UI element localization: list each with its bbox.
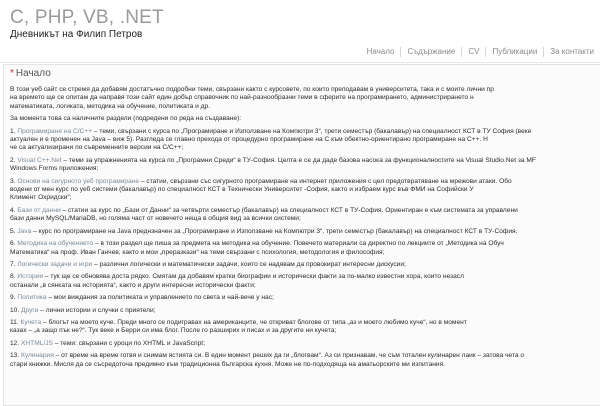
section-item-text: – лични истории и случки с приятели;: [38, 306, 156, 314]
section-item-text: – теми за упражненията на курса по „Програмни Среди“ в ТУ-София. Целта е се да даде базова насока за функционалностите на Visual Studio.Net за MF: [61, 156, 536, 164]
nav-item-contents[interactable]: Съдържание: [400, 47, 461, 57]
nav-item-cv[interactable]: CV: [461, 47, 485, 57]
section-item-number: 10.: [10, 306, 20, 314]
section-item-line: [10, 261, 600, 269]
site-header: [0, 0, 600, 70]
section-item-line: стари книжки. Мисля да се съсредоточа предимно към традиционна българска кухня. Може не по-подходяща на аматьорските ми изпитания.: [10, 360, 445, 368]
section-item-line: казах – „а защо пък не?“. Тук веке и Берри си има блог. После го разширих и писах и за другите ни кучета;: [10, 327, 337, 335]
section-link[interactable]: Други: [21, 306, 39, 314]
section-item-line: [10, 319, 600, 327]
section-item-line: водени от мен курс по уеб системи (бакалавър) по специалност КСТ в Технически Университет -София, както и избраем курс във ФМИ на Софийски У: [10, 186, 474, 194]
section-item-line: останали „в сянката на историята“, както и други интересни исторически факти;: [10, 281, 256, 289]
sections-list: [10, 128, 600, 369]
page-title-text: Начало: [15, 68, 51, 79]
section-item-number: 4.: [10, 206, 16, 214]
section-item-line: Windows Forms приложения;: [10, 165, 99, 173]
section-item-line: [10, 207, 600, 215]
section-link[interactable]: Политика: [17, 294, 47, 302]
nav-item-home[interactable]: Начало: [366, 47, 395, 56]
section-item: [10, 207, 600, 224]
section-item-line: че са актуализирани по съвременните версии на C/C++;: [10, 144, 184, 152]
section-link[interactable]: Бази от данни: [17, 206, 61, 214]
intro-line: математиката, логиката, методика на обучение, политиката и др.: [10, 102, 210, 110]
section-item-text: – статии за курс по „Бази от Данни“ за четвърти семестър (бакалавър) на специалност КСТ в ТУ-София. Ориентиран е към системата за управлени: [60, 206, 518, 214]
intro-line: В този уеб сайт се стремя да добавям достатъчно подробни теми, свързани както с курсовете, по които преподавам в университета, така и с моите лични пр: [10, 86, 494, 93]
section-item: [10, 307, 600, 315]
section-item: [10, 340, 600, 348]
nav-item-contacts[interactable]: За контакти: [543, 47, 600, 57]
section-item-line: [10, 178, 600, 186]
section-item-text: – теми: свързани с уроци по XHTML и JavaScript;: [52, 339, 205, 347]
section-item: [10, 352, 600, 369]
section-item: [10, 128, 600, 153]
section-item-text: – теми, свързани с курса по „Програмиране и Използване на Компютри 3“, трети семестър (бакалавър) на специалност КСТ в ТУ София (веке: [92, 127, 532, 135]
section-item-number: 3.: [10, 177, 16, 185]
article-body: [10, 86, 600, 373]
section-link[interactable]: Visual C++.Net: [17, 156, 62, 164]
section-item-number: 8.: [10, 273, 16, 281]
section-item: [10, 319, 600, 336]
section-item-text: – курс по програмиране на Java преднзначен за „Програмиране и Използване на Компютри 3“, трети семестър (бакалавър) на специалност КСТ в ТУ-София.: [31, 227, 518, 235]
section-item-line: Математика“ на проф. Иван Ганчев, както и мои „преразкази“ на теми свързани с психология, методология и философия;: [10, 248, 385, 256]
section-item: [10, 273, 600, 290]
section-item-text: – блогът на моето куче. Преди много се подиграваx на американците, че откриват блогове от типа „аз и моето любимо куче“, но в момент: [41, 318, 467, 326]
section-item-line: [10, 128, 600, 136]
section-link[interactable]: Истории: [17, 273, 44, 281]
section-item: [10, 294, 600, 302]
section-item-text: – тук ще се обновява доста рядко. Смятам да добавям кратки биографии и исторически факти за по-малко известни хора, които незасл: [43, 273, 464, 281]
sections-heading: За момента това са наличните раздели (подредени по реда на създаване):: [10, 115, 242, 123]
section-item-number: 6.: [10, 240, 16, 248]
section-item-line: [10, 240, 600, 248]
section-item: [10, 178, 600, 203]
section-item-line: [10, 157, 600, 165]
section-item-number: 12.: [10, 339, 20, 347]
section-item-text: – статии, свързани със сигурното програмиране на интернет приложения с цел предотвратяване на мрежови атаки. Обо: [139, 177, 512, 185]
section-link[interactable]: Основи на сигурното уеб програмиране: [17, 177, 140, 185]
section-item-line: бази данни MySQL/MariaDB, но голяма част от новечето неща в общия вид за всички системи;: [10, 215, 301, 223]
intro-paragraph: [10, 86, 600, 111]
section-item-number: 13.: [10, 352, 20, 360]
section-item: [10, 157, 600, 174]
section-link[interactable]: Кулинария: [21, 352, 54, 360]
section-item-line: [10, 273, 600, 281]
section-item-number: 1.: [10, 127, 16, 135]
section-link[interactable]: Методика на обучението: [17, 240, 94, 248]
section-item-text: – различни логически и математически задачи, които се надявам да провокират интересни дискусии;: [92, 260, 406, 268]
section-item-line: Климент Охридски“;: [10, 194, 72, 202]
section-link[interactable]: Java: [17, 227, 32, 235]
section-item-line: [10, 352, 600, 360]
section-item: [10, 240, 600, 257]
section-item: [10, 228, 600, 236]
section-item-line: [10, 307, 600, 315]
section-item-number: 2.: [10, 156, 16, 164]
section-item-line: [10, 294, 600, 302]
section-item-number: 7.: [10, 260, 16, 268]
section-item-number: 11.: [10, 318, 19, 326]
section-item-text: – от време на време готвя и снимам ястията си. В един момент реших да ги „блогвам“. Аз си признавам, че съм тотален кулинарен лаик – затова чета о: [53, 352, 525, 360]
star-icon: *: [10, 68, 14, 79]
section-item-line: [10, 340, 600, 348]
section-item-number: 5.: [10, 227, 16, 235]
site-subtitle: Дневникът на Филип Петров: [10, 29, 143, 40]
section-link[interactable]: XHTML/JS: [21, 339, 53, 347]
intro-line: на времето ще се опитам да направя този сайт един добър справочник по най-разнообразни теми в сферите на програмирането, администрирането н: [10, 94, 474, 102]
section-item-number: 9.: [10, 294, 16, 302]
section-item-text: – в този раздел ще пиша за предмета на методика на обучение. Повечето материали са директно по лекциите от „Методика на Обуч: [93, 240, 504, 248]
main-nav: [361, 44, 600, 60]
section-link[interactable]: Програмиране на C/C++: [17, 127, 93, 135]
section-item-text: – мои виждания за политиката и управлението по света и най-вече у нас;: [46, 294, 274, 302]
header-divider: [0, 62, 600, 63]
section-item-line: [10, 228, 600, 236]
section-item-line: актуален и е променен на Java – виж 5). Разгледа се главно прехода от процедурно програмиране на C към обектно-ориентирано програмиране на C++. Н: [10, 136, 488, 144]
section-link[interactable]: Кучета: [20, 318, 42, 326]
site-title[interactable]: C, PHP, VB, .NET: [10, 7, 164, 28]
nav-item-publications[interactable]: Публикации: [485, 47, 543, 57]
section-item: [10, 261, 600, 269]
page-title: [10, 68, 51, 79]
section-link[interactable]: Логически задачи и игри: [17, 260, 93, 268]
